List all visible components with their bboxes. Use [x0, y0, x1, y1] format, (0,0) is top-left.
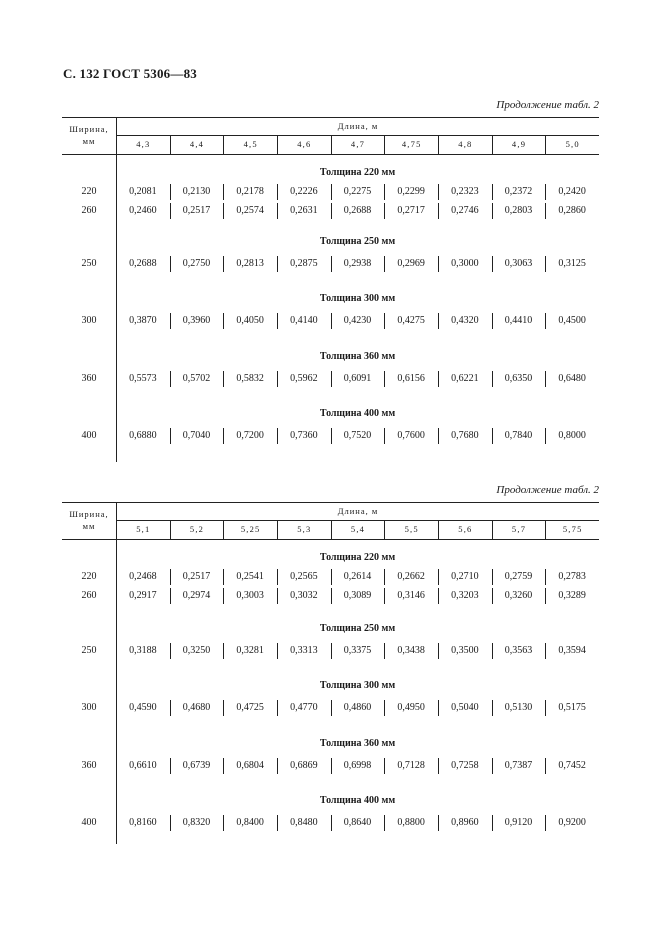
cell-separator [384, 428, 385, 444]
cell-value: 0,3281 [236, 645, 264, 656]
row-width: 360 [81, 760, 97, 771]
thickness-title: Толщина 360 мм [319, 738, 396, 749]
cell-value: 0,3260 [504, 590, 533, 601]
length-columns [116, 520, 599, 539]
table-body [62, 540, 599, 844]
cell-value: 0,2541 [236, 571, 264, 582]
length-col: 5,7 [492, 520, 546, 539]
cell-value: 0,2631 [290, 205, 318, 216]
cell-value: 0,2860 [558, 205, 586, 216]
cell-value: 0,3563 [504, 645, 533, 656]
thickness-title: Толщина 220 мм [319, 167, 396, 178]
cell-value: 0,4050 [236, 315, 264, 326]
cell-separator [223, 256, 224, 272]
cell-value: 0,3960 [182, 315, 211, 326]
cell-value: 0,4770 [290, 702, 318, 713]
cell-separator [438, 643, 439, 659]
cell-separator [223, 700, 224, 716]
thickness-title: Толщина 250 мм [319, 623, 396, 634]
cell-value: 0,2969 [397, 258, 425, 269]
length-col: 5,6 [438, 520, 492, 539]
cell-separator [223, 588, 224, 604]
cell-separator [384, 256, 385, 272]
cell-separator [492, 643, 493, 659]
length-columns [116, 135, 599, 154]
cell-value: 0,2468 [129, 571, 157, 582]
cell-value: 0,2299 [397, 186, 425, 197]
cell-separator [545, 371, 546, 387]
cell-value: 0,6610 [129, 760, 157, 771]
cell-separator [438, 700, 439, 716]
cell-separator [492, 569, 493, 585]
row-width: 220 [81, 186, 97, 197]
cell-separator [223, 203, 224, 219]
cell-value: 0,4590 [129, 702, 157, 713]
cell-separator [384, 588, 385, 604]
row-width: 250 [81, 645, 97, 656]
cell-value: 0,7600 [397, 430, 425, 441]
length-col: 5,0 [545, 135, 599, 154]
cell-separator [277, 758, 278, 774]
cell-value: 0,7128 [397, 760, 425, 771]
cell-separator [170, 643, 171, 659]
page-header: С. 132 ГОСТ 5306—83 [63, 66, 197, 81]
cell-value: 0,5962 [290, 373, 318, 384]
cell-value: 0,8800 [397, 817, 425, 828]
cell-value: 0,2783 [558, 571, 586, 582]
cell-separator [223, 371, 224, 387]
table-header [62, 502, 599, 540]
cell-value: 0,2517 [182, 571, 211, 582]
cell-separator [223, 643, 224, 659]
cell-separator [277, 371, 278, 387]
length-header: Длина, м [116, 503, 599, 521]
cell-separator [545, 428, 546, 444]
cell-separator [492, 371, 493, 387]
cell-separator [277, 569, 278, 585]
cell-separator [277, 700, 278, 716]
row-width: 400 [81, 817, 97, 828]
cell-separator [438, 428, 439, 444]
cell-value: 0,8160 [129, 817, 157, 828]
cell-separator [170, 758, 171, 774]
cell-value: 0,6350 [504, 373, 533, 384]
cell-value: 0,7452 [558, 760, 586, 771]
cell-separator [384, 203, 385, 219]
cell-value: 0,6091 [343, 373, 372, 384]
width-column-header: Ширина, мм [69, 509, 109, 531]
cell-value: 0,2710 [451, 571, 479, 582]
thickness-title: Толщина 400 мм [319, 408, 396, 419]
cell-separator [384, 643, 385, 659]
cell-separator [331, 256, 332, 272]
cell-value: 0,2226 [290, 186, 318, 197]
thickness-title: Толщина 360 мм [319, 351, 396, 362]
cell-value: 0,3089 [343, 590, 372, 601]
thickness-title: Толщина 250 мм [319, 236, 396, 247]
cell-value: 0,6804 [236, 760, 264, 771]
cell-value: 0,3146 [397, 590, 425, 601]
cell-value: 0,3438 [397, 645, 425, 656]
cell-value: 0,2717 [397, 205, 425, 216]
cell-value: 0,3203 [451, 590, 479, 601]
row-width: 220 [81, 571, 97, 582]
cell-separator [438, 203, 439, 219]
cell-value: 0,2938 [343, 258, 372, 269]
cell-value: 0,4230 [343, 315, 372, 326]
row-width: 300 [81, 702, 97, 713]
cell-separator [223, 758, 224, 774]
cell-separator [331, 569, 332, 585]
cell-separator [492, 700, 493, 716]
cell-separator [545, 700, 546, 716]
length-col: 4,7 [331, 135, 385, 154]
cell-value: 0,3125 [558, 258, 586, 269]
cell-value: 0,2460 [129, 205, 157, 216]
cell-value: 0,2688 [129, 258, 157, 269]
cell-value: 0,2746 [451, 205, 479, 216]
cell-separator [384, 313, 385, 329]
cell-separator [438, 256, 439, 272]
cell-value: 0,7360 [290, 430, 318, 441]
row-width: 250 [81, 258, 97, 269]
cell-value: 0,2974 [182, 590, 211, 601]
cell-separator [331, 815, 332, 831]
cell-value: 0,4140 [290, 315, 318, 326]
cell-separator [223, 313, 224, 329]
cell-separator [170, 428, 171, 444]
width-column-header: Ширина, мм [69, 124, 109, 146]
cell-value: 0,3063 [504, 258, 533, 269]
cell-separator [223, 569, 224, 585]
cell-value: 0,2614 [343, 571, 372, 582]
cell-value: 0,9200 [558, 817, 586, 828]
cell-separator [223, 815, 224, 831]
cell-value: 0,5573 [129, 373, 157, 384]
cell-separator [384, 758, 385, 774]
cell-value: 0,7200 [236, 430, 264, 441]
cell-value: 0,5175 [558, 702, 586, 713]
cell-separator [277, 256, 278, 272]
cell-separator [170, 184, 171, 200]
cell-value: 0,6156 [397, 373, 425, 384]
cell-value: 0,4500 [558, 315, 586, 326]
cell-value: 0,2750 [182, 258, 211, 269]
cell-value: 0,3003 [236, 590, 264, 601]
cell-separator [331, 758, 332, 774]
cell-separator [438, 313, 439, 329]
cell-value: 0,7840 [504, 430, 533, 441]
length-col: 5,5 [384, 520, 438, 539]
thickness-title: Толщина 400 мм [319, 795, 396, 806]
cell-value: 0,3594 [558, 645, 586, 656]
length-col: 5,3 [277, 520, 331, 539]
cell-value: 0,6869 [290, 760, 318, 771]
length-col: 4,5 [223, 135, 277, 154]
cell-value: 0,5832 [236, 373, 264, 384]
cell-separator [545, 313, 546, 329]
cell-separator [384, 700, 385, 716]
cell-value: 0,3870 [129, 315, 157, 326]
cell-value: 0,7520 [343, 430, 372, 441]
cell-value: 0,5130 [504, 702, 533, 713]
cell-separator [545, 588, 546, 604]
cell-value: 0,2517 [182, 205, 211, 216]
cell-separator [384, 569, 385, 585]
cell-value: 0,9120 [504, 817, 533, 828]
cell-separator [384, 184, 385, 200]
cell-separator [545, 203, 546, 219]
cell-value: 0,2081 [129, 186, 157, 197]
cell-separator [545, 184, 546, 200]
cell-value: 0,6480 [558, 373, 586, 384]
cell-separator [545, 815, 546, 831]
cell-value: 0,8000 [558, 430, 586, 441]
length-col: 4,9 [492, 135, 546, 154]
cell-value: 0,4860 [343, 702, 372, 713]
cell-value: 0,7040 [182, 430, 211, 441]
cell-separator [277, 184, 278, 200]
thickness-title: Толщина 300 мм [319, 680, 396, 691]
cell-separator [492, 203, 493, 219]
length-col: 4,75 [384, 135, 438, 154]
length-col: 5,4 [331, 520, 385, 539]
cell-value: 0,2130 [182, 186, 211, 197]
cell-separator [277, 815, 278, 831]
length-col: 4,6 [277, 135, 331, 154]
cell-value: 0,5040 [451, 702, 479, 713]
cell-separator [331, 700, 332, 716]
cell-separator [492, 588, 493, 604]
cell-value: 0,3313 [290, 645, 318, 656]
thickness-title: Толщина 300 мм [319, 293, 396, 304]
cell-value: 0,2574 [236, 205, 264, 216]
cell-value: 0,2759 [504, 571, 533, 582]
cell-value: 0,8400 [236, 817, 264, 828]
cell-value: 0,6998 [343, 760, 372, 771]
cell-value: 0,4950 [397, 702, 425, 713]
cell-value: 0,7680 [451, 430, 479, 441]
cell-value: 0,3188 [129, 645, 157, 656]
cell-value: 0,6880 [129, 430, 157, 441]
cell-separator [277, 203, 278, 219]
continuation-label-1: Продолжение табл. 2 [496, 99, 599, 111]
cell-separator [170, 203, 171, 219]
cell-separator [277, 643, 278, 659]
row-width: 260 [81, 205, 97, 216]
cell-value: 0,2803 [504, 205, 533, 216]
cell-value: 0,4725 [236, 702, 264, 713]
table-body [62, 155, 599, 462]
cell-separator [331, 588, 332, 604]
cell-value: 0,2917 [129, 590, 157, 601]
cell-value: 0,3250 [182, 645, 211, 656]
cell-value: 0,2275 [343, 186, 372, 197]
table-header [62, 117, 599, 155]
length-col: 5,2 [170, 520, 224, 539]
cell-separator [331, 371, 332, 387]
cell-value: 0,3289 [558, 590, 586, 601]
continuation-label-2: Продолжение табл. 2 [496, 484, 599, 496]
cell-value: 0,5702 [182, 373, 211, 384]
cell-value: 0,3000 [451, 258, 479, 269]
cell-separator [545, 758, 546, 774]
cell-separator [492, 815, 493, 831]
row-width: 260 [81, 590, 97, 601]
cell-value: 0,6221 [451, 373, 479, 384]
cell-value: 0,4410 [504, 315, 533, 326]
volume-table-1 [62, 117, 599, 462]
cell-separator [277, 588, 278, 604]
cell-value: 0,4320 [451, 315, 479, 326]
length-col: 5,75 [545, 520, 599, 539]
cell-separator [331, 643, 332, 659]
cell-value: 0,3500 [451, 645, 479, 656]
length-col: 4,8 [438, 135, 492, 154]
cell-separator [438, 815, 439, 831]
cell-separator [223, 428, 224, 444]
cell-separator [492, 256, 493, 272]
cell-separator [331, 313, 332, 329]
cell-separator [492, 428, 493, 444]
length-col: 4,3 [116, 135, 170, 154]
cell-separator [438, 758, 439, 774]
cell-separator [277, 313, 278, 329]
cell-separator [331, 203, 332, 219]
cell-separator [438, 371, 439, 387]
cell-separator [170, 313, 171, 329]
cell-separator [438, 569, 439, 585]
cell-separator [170, 588, 171, 604]
row-width: 400 [81, 430, 97, 441]
cell-separator [545, 569, 546, 585]
row-width: 360 [81, 373, 97, 384]
cell-value: 0,7258 [451, 760, 479, 771]
cell-value: 0,2875 [290, 258, 318, 269]
cell-value: 0,4275 [397, 315, 425, 326]
cell-separator [545, 643, 546, 659]
cell-separator [170, 256, 171, 272]
cell-separator [438, 588, 439, 604]
cell-value: 0,8480 [290, 817, 318, 828]
length-col: 4,4 [170, 135, 224, 154]
cell-value: 0,2178 [236, 186, 264, 197]
cell-separator [223, 184, 224, 200]
cell-value: 0,2372 [504, 186, 533, 197]
cell-separator [170, 815, 171, 831]
cell-separator [331, 428, 332, 444]
cell-separator [277, 428, 278, 444]
cell-value: 0,2323 [451, 186, 479, 197]
cell-value: 0,7387 [504, 760, 533, 771]
length-col: 5,1 [116, 520, 170, 539]
length-col: 5,25 [223, 520, 277, 539]
cell-separator [492, 184, 493, 200]
cell-separator [384, 815, 385, 831]
cell-value: 0,2420 [558, 186, 586, 197]
row-width: 300 [81, 315, 97, 326]
volume-table-2 [62, 502, 599, 844]
cell-separator [492, 758, 493, 774]
cell-separator [170, 700, 171, 716]
cell-value: 0,8640 [343, 817, 372, 828]
thickness-title: Толщина 220 мм [319, 552, 396, 563]
cell-value: 0,3375 [343, 645, 372, 656]
length-header: Длина, м [116, 118, 599, 136]
cell-value: 0,2813 [236, 258, 264, 269]
cell-separator [545, 256, 546, 272]
cell-separator [170, 569, 171, 585]
cell-separator [331, 184, 332, 200]
cell-value: 0,3032 [290, 590, 318, 601]
cell-separator [492, 313, 493, 329]
cell-separator [438, 184, 439, 200]
cell-value: 0,4680 [182, 702, 211, 713]
cell-value: 0,2662 [397, 571, 425, 582]
cell-separator [170, 371, 171, 387]
cell-value: 0,6739 [182, 760, 211, 771]
cell-value: 0,2688 [343, 205, 372, 216]
cell-value: 0,8320 [182, 817, 211, 828]
cell-separator [384, 371, 385, 387]
cell-value: 0,8960 [451, 817, 479, 828]
cell-value: 0,2565 [290, 571, 318, 582]
